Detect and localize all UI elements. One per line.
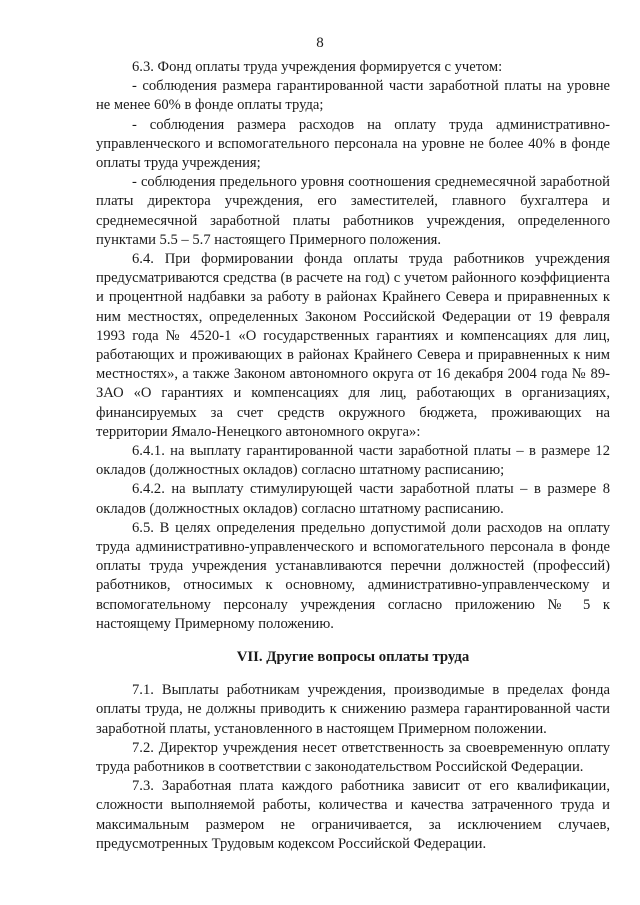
- paragraph-7-3: 7.3. Заработная плата каждого работника зависит от его квалификации, сложности выполняемой работы, количества и качества затраченного труда и максимальным размером не ограничивается, за исключением случаев, предусмотренных Трудовым кодексом Российской Федерации.: [96, 778, 610, 852]
- page-number: 8: [316, 35, 324, 51]
- paragraph-7-2: 7.2. Директор учреждения несет ответственность за своевременную оплату труда работников в соответствии с законодательством Российской Федерации.: [96, 739, 610, 775]
- paragraph-6-5: 6.5. В целях определения предельно допустимой доли расходов на оплату труда административно-управленческого и вспомогательного персонала в фонде оплаты труда учреждения устанавливаются перечни должностей (профессий) работников, относимых к основному, административно-управленческому и вспомогательному персоналу учреждения согласно приложению № 5 к настоящему Примерному положению.: [96, 519, 610, 632]
- document-body: [96, 58, 610, 854]
- paragraph-7-1: 7.1. Выплаты работникам учреждения, производимые в пределах фонда оплаты труда, не должны приводить к снижению размера гарантированной части заработной платы, установленного в настоящем Примерном положении.: [96, 682, 610, 737]
- list-item-guaranteed-part: - соблюдения размера гарантированной части заработной платы на уровне не менее 60% в фонде оплаты труда;: [96, 78, 610, 114]
- paragraph-6-3: 6.3. Фонд оплаты труда учреждения формируется с учетом:: [132, 59, 503, 75]
- paragraph-6-4-2: 6.4.2. на выплату стимулирующей части заработной платы – в размере 8 окладов (должностных окладов) согласно штатному расписанию.: [96, 481, 610, 517]
- paragraph-6-4-1: 6.4.1. на выплату гарантированной части заработной платы – в размере 12 окладов (должностных окладов) согласно штатному расписанию;: [96, 443, 610, 479]
- list-item-admin-expenses: - соблюдения размера расходов на оплату труда административно-управленческого и вспомогательного персонала на уровне не более 40% в фонде оплаты труда учреждения;: [96, 116, 610, 172]
- paragraph-6-4: 6.4. При формировании фонда оплаты труда работников учреждения предусматриваются средства (в расчете на год) с учетом районного коэффициента и процентной надбавки за работу в районах Крайнего Севера и приравненных к ним местностях, определенных Законом Российской Федерации от 19 февраля 1993 года № 4520-1 «О государственных гарантиях и компенсациях для лиц, работающих и проживающих в районах Крайнего Севера и приравненных к ним местностях», а также Законом автономного округа от 16 декабря 2004 года № 89-ЗАО «О гарантиях и компенсациях для лиц, работающих в организациях, финансируемых за счет средств окружного бюджета, проживающих на территории Ямало-Ненецкого автономного округа»:: [96, 251, 610, 440]
- list-item-salary-ratio: - соблюдения предельного уровня соотношения среднемесячной заработной платы директора учреждения, его заместителей, главного бухгалтера и среднемесячной заработной платы работников учреждения, определенного пунктами 5.5 – 5.7 настоящего Примерного положения.: [96, 174, 610, 248]
- section-heading: VII. Другие вопросы оплаты труда: [236, 649, 470, 666]
